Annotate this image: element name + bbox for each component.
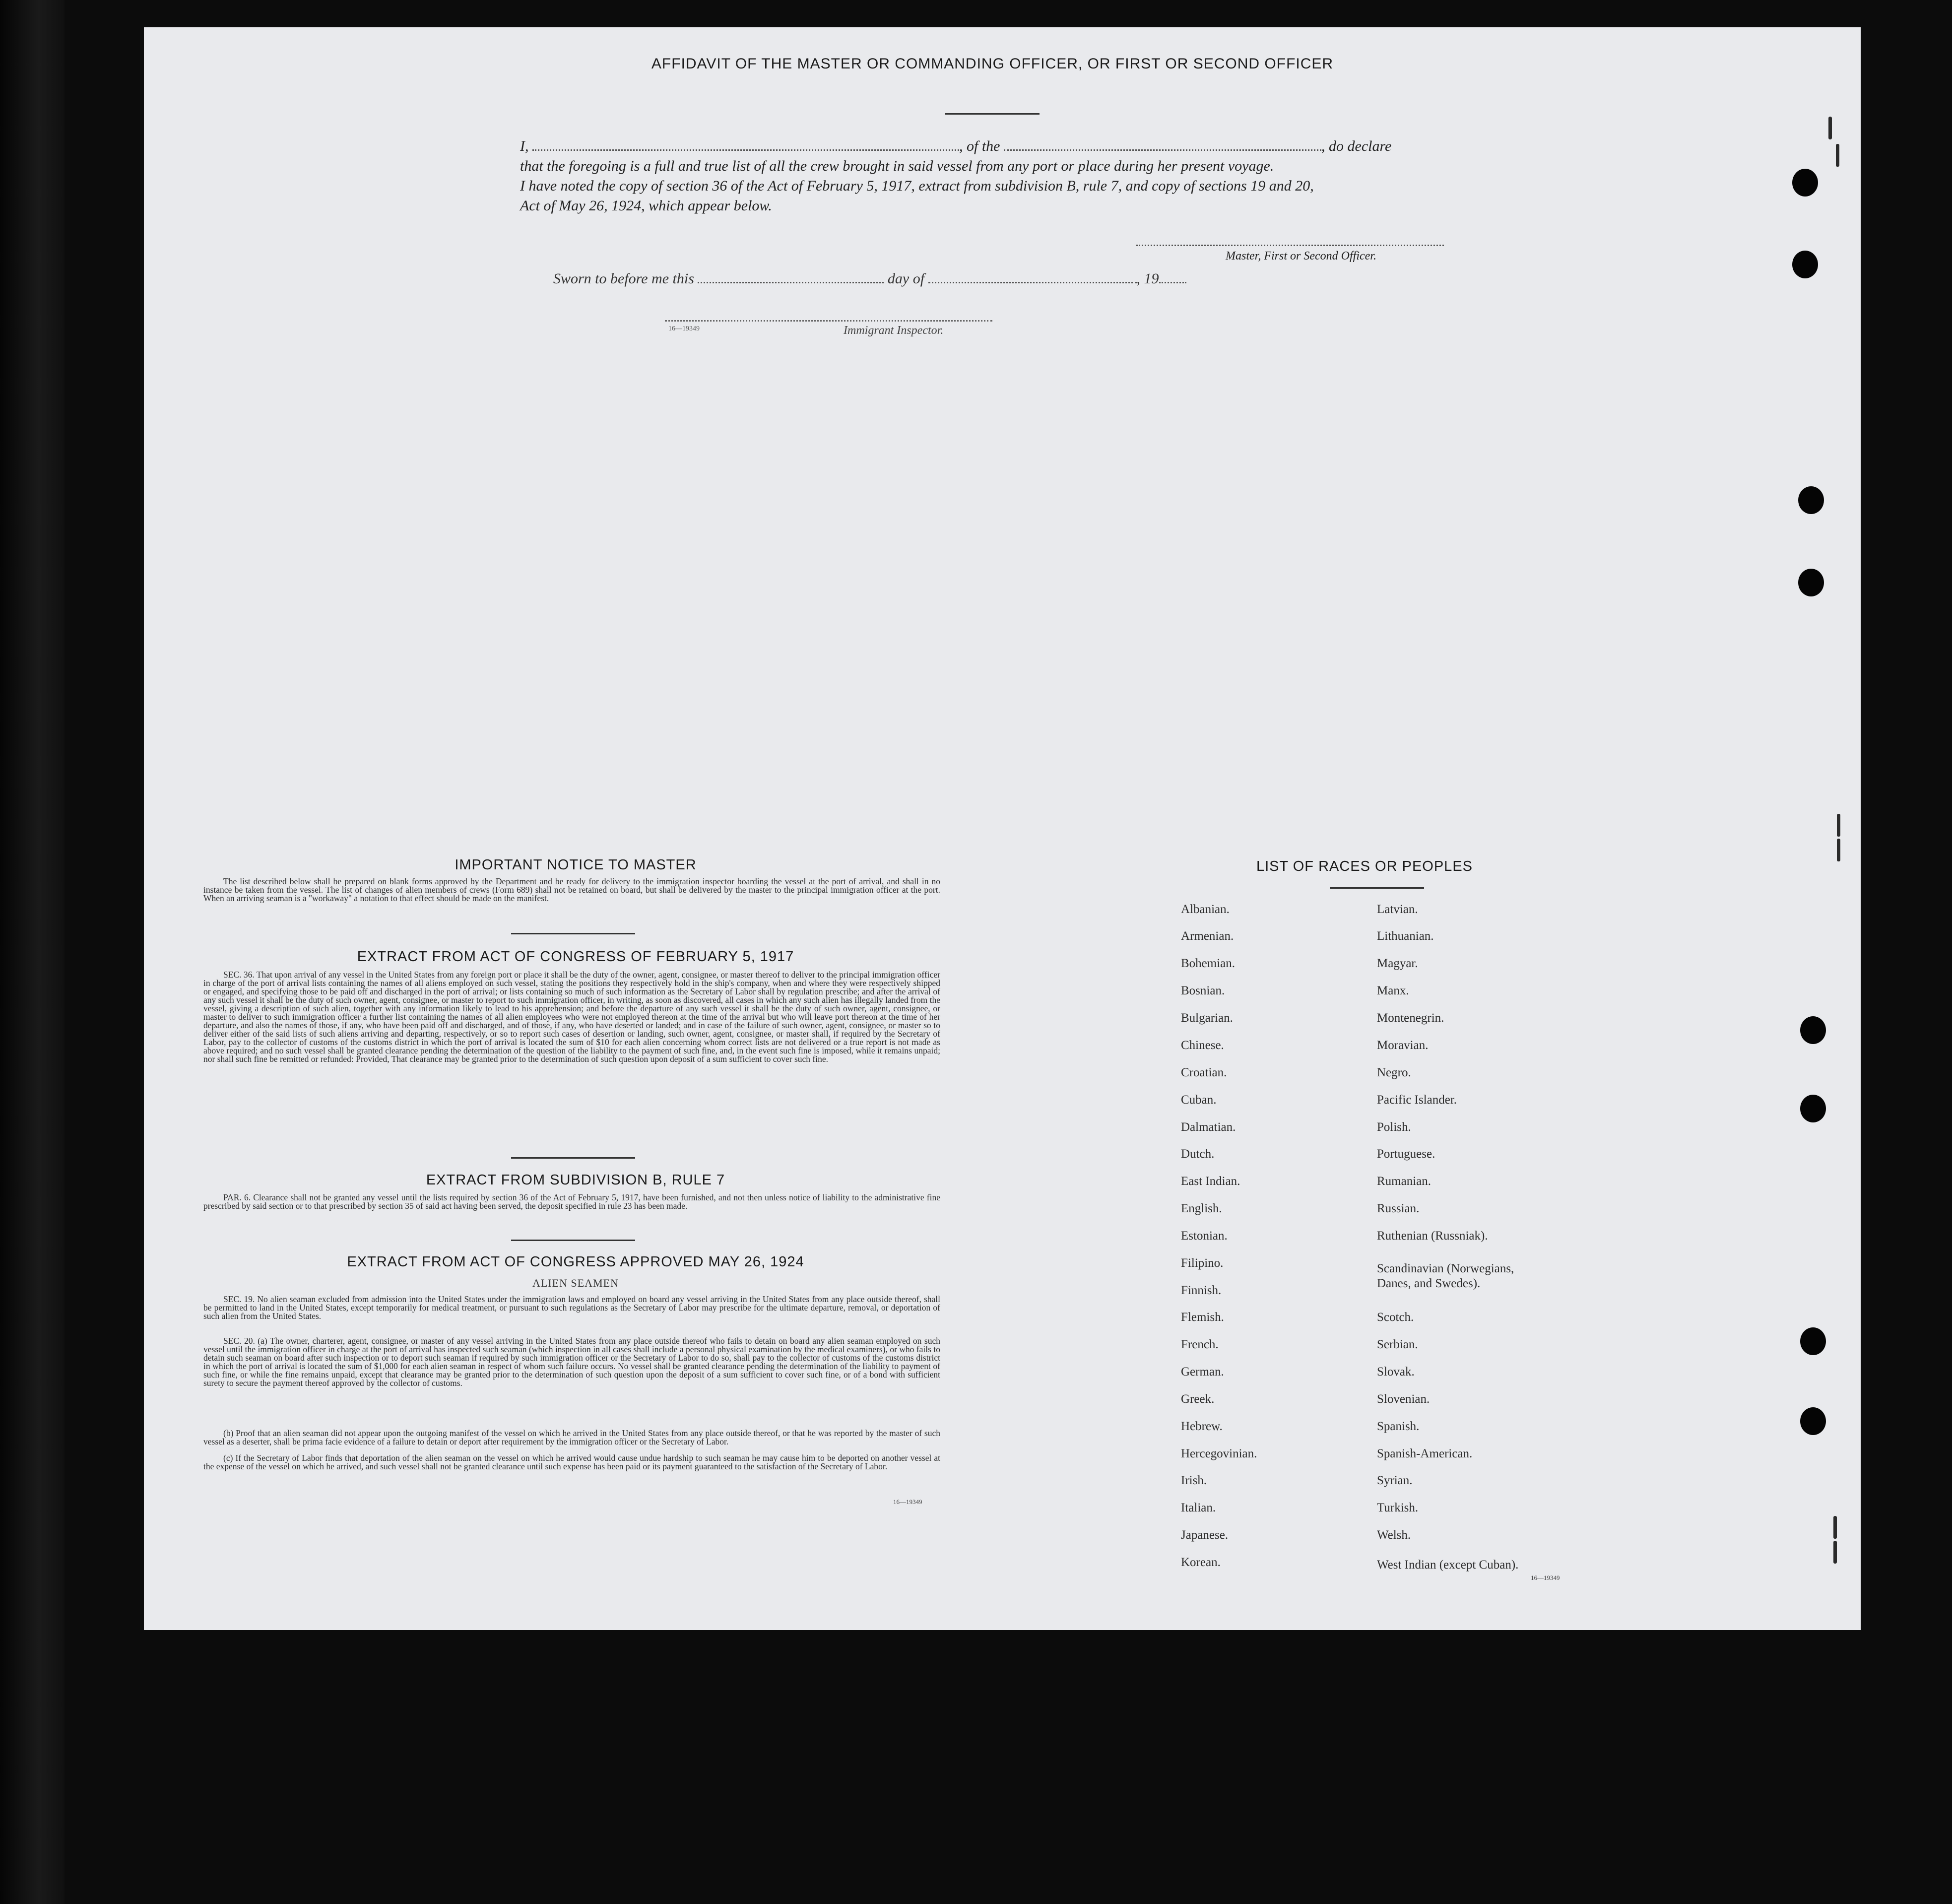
extract-rule7-body: PAR. 6. Clearance shall not be granted any vessel until the lists required by section 36 of the Act of February 5, 1917, have been furnished, and not then unless notice of liability to the administrative fine prescribed by said section or to that prescribed by section 35 of said act having been served, the deposit specified in rule 23 has been made. xyxy=(203,1192,940,1211)
title-rule xyxy=(945,113,1040,115)
race-item: Scotch. xyxy=(1377,1311,1414,1324)
master-signature-caption: Master, First or Second Officer. xyxy=(1226,250,1376,263)
affidavit-body xyxy=(520,136,1463,216)
race-item: Albanian. xyxy=(1181,903,1230,916)
edge-mark xyxy=(1828,117,1832,139)
race-item: Estonian. xyxy=(1181,1229,1228,1243)
race-item: Finnish. xyxy=(1181,1284,1222,1297)
section-rule xyxy=(511,933,635,934)
form-page xyxy=(144,27,1861,1630)
affidavit-line-2: that the foregoing is a full and true list of all the crew brought in said vessel from any port or place during her present voyage. xyxy=(520,158,1274,174)
race-item: Filipino. xyxy=(1181,1256,1224,1270)
punch-hole xyxy=(1800,1016,1826,1044)
section-rule xyxy=(511,1240,635,1241)
race-item: Cuban. xyxy=(1181,1093,1217,1107)
edge-mark xyxy=(1833,1541,1837,1564)
sworn-line xyxy=(553,270,1186,287)
edge-mark xyxy=(1833,1516,1837,1539)
race-item: English. xyxy=(1181,1202,1222,1215)
affidavit-line-1 xyxy=(520,136,1463,156)
race-item: Rumanian. xyxy=(1377,1175,1431,1188)
race-item: Portuguese. xyxy=(1377,1147,1435,1161)
extract-form-code: 16—19349 xyxy=(893,1498,922,1506)
race-item: East Indian. xyxy=(1181,1175,1240,1188)
extract-1917-title: EXTRACT FROM ACT OF CONGRESS OF FEBRUARY 5, 1917 xyxy=(357,949,794,965)
race-item: Welsh. xyxy=(1377,1528,1411,1542)
races-title: LIST OF RACES OR PEOPLES xyxy=(1256,858,1473,874)
race-item: Pacific Islander. xyxy=(1377,1093,1457,1107)
race-item: Italian. xyxy=(1181,1501,1216,1514)
race-item: Bosnian. xyxy=(1181,984,1225,997)
affidavit-line-3: I have noted the copy of section 36 of the Act of February 5, 1917, extract from subdivision B, rule 7, and copy of sections 19 and 20, xyxy=(520,178,1314,194)
race-item: Greek. xyxy=(1181,1392,1215,1406)
scan-edge xyxy=(0,0,65,1904)
race-item: Lithuanian. xyxy=(1377,929,1434,943)
extract-1924-subtitle: ALIEN SEAMEN xyxy=(532,1277,619,1289)
punch-hole xyxy=(1800,1095,1826,1122)
edge-mark xyxy=(1836,144,1839,167)
inspector-form-code: 16—19349 xyxy=(668,325,700,332)
vessel-prefix: , of the xyxy=(959,138,1000,154)
inspector-caption: Immigrant Inspector. xyxy=(844,324,944,337)
race-item: Latvian. xyxy=(1377,903,1418,916)
race-item: Bohemian. xyxy=(1181,957,1236,970)
race-item: Spanish-American. xyxy=(1377,1447,1473,1460)
punch-hole xyxy=(1798,486,1824,514)
race-item: Turkish. xyxy=(1377,1501,1419,1514)
race-item: Manx. xyxy=(1377,984,1409,997)
race-item: Hercegovinian. xyxy=(1181,1447,1257,1460)
race-item: West Indian (except Cuban). xyxy=(1377,1558,1519,1572)
race-item: Irish. xyxy=(1181,1474,1207,1487)
race-item: Moravian. xyxy=(1377,1039,1429,1052)
punch-hole xyxy=(1800,1407,1826,1435)
master-signature-field[interactable] xyxy=(1136,245,1444,246)
race-item: German. xyxy=(1181,1365,1224,1379)
section-rule xyxy=(511,1157,635,1159)
notice-title: IMPORTANT NOTICE TO MASTER xyxy=(455,857,697,873)
declare-text: , do declare xyxy=(1321,138,1392,154)
race-item: Armenian. xyxy=(1181,929,1234,943)
punch-hole xyxy=(1798,569,1824,596)
extract-rule7-title: EXTRACT FROM SUBDIVISION B, RULE 7 xyxy=(426,1172,725,1188)
race-item: Negro. xyxy=(1377,1066,1411,1079)
punch-hole xyxy=(1800,1327,1826,1355)
edge-mark xyxy=(1837,839,1840,861)
sworn-day-of: day of xyxy=(887,270,925,287)
extract-1924-sec19: SEC. 19. No alien seaman excluded from admission into the United States under the immigration laws and employed on board any vessel arriving in the United States from any place outside thereof, shall be permitted to land in the United States, except temporarily for medical treatment, or pursuant to such regulations as the Secretary of Labor may prescribe for the ultimate departure, removal, or deportation of such alien from the United States. xyxy=(203,1294,940,1321)
race-item: Dutch. xyxy=(1181,1147,1215,1161)
race-item: Slovenian. xyxy=(1377,1392,1430,1406)
vessel-name-field[interactable] xyxy=(1004,149,1321,151)
inspector-signature-field[interactable] xyxy=(665,320,992,322)
race-item: Montenegrin. xyxy=(1377,1011,1444,1025)
sworn-month-field[interactable] xyxy=(928,282,1137,283)
extract-1917-body: SEC. 36. That upon arrival of any vessel in the United States from any foreign port or place it shall be the duty of the owner, agent, consignee, or master thereof to deliver to the principal immigration officer in charge of the port of arrival lists containing the names of all aliens employed on such vessel, stating the positions they respectively hold in the ship's company, when and where they were respectively shipped or engaged, and specifying those to be paid off and discharged in the port of arrival; or lists containing so much of such information as the Secretary of Labor shall by regulation prescribe; and after the arrival of any such vessel it shall be the duty of such owner, agent, consignee, or master to report to such immigration officer, in writing, as soon as discovered, all cases in which any such alien has illegally landed from the vessel, giving a description of such alien, together with any information likely to lead to his apprehension; and before the departure of any such vessel it shall be the duty of such owner, agent, consignee, or master to deliver to such immigration officer a further list containing the names of all alien employees who were not employed thereon at the time of the arrival but who will leave port thereon at the time of her departure, and also the names of those, if any, who have been paid off and discharged, and of those, if any, who have deserted or landed; and in case of the failure of such owner, agent, consignee, or master so to deliver either of the said lists of such aliens arriving and departing, respectively, or so to report such cases of desertion or landing, such owner, agent, consignee, or master shall, if required by the Secretary of Labor, pay to the collector of customs of the customs district in which the port of arrival is located the sum of $10 for each alien concerning whom correct lists are not delivered or a true report is not made as above required; and no such vessel shall be granted clearance pending the determination of the question of the liability to the payment of such fine, and, in the event such fine is imposed, while it remains unpaid; nor shall such fine be remitted or refunded: Provided, That clearance may be granted prior to the determination of such question upon deposit of a sum sufficient to cover such fine. xyxy=(203,970,940,1064)
race-item: Syrian. xyxy=(1377,1474,1413,1487)
affidavit-line-4: Act of May 26, 1924, which appear below. xyxy=(520,197,772,214)
notice-body: The list described below shall be prepared on blank forms approved by the Department and be ready for delivery to the immigration inspector boarding the vessel at the port of arrival, and shall in no instance be taken from the vessel. The list of changes of alien members of crews (Form 689) shall not be retained on board, but shall be delivered by the master to the principal immigration officer at the port. When an arriving seaman is a "workaway" a notation to that effect should be made on the manifest. xyxy=(203,876,940,903)
affidavit-title: AFFIDAVIT OF THE MASTER OR COMMANDING OFFICER, OR FIRST OR SECOND OFFICER xyxy=(651,56,1334,72)
sworn-day-field[interactable] xyxy=(698,282,884,283)
extract-1924-sec20a: SEC. 20. (a) The owner, charterer, agent, consignee, or master of any vessel arriving in the United States from any place outside thereof who fails to detain on board any alien seaman employed on such vessel until the immigration officer in charge at the port of arrival has inspected such seaman (which inspection in all cases shall include a personal physical examination by the medical examiners), or who fails to detain such seaman on board after such inspection or to deport such seaman if required by such immigration officer or the Secretary of Labor to do so, shall pay to the collector of customs of the customs district in which the port of arrival is located the sum of $1,000 for each alien seaman in respect of whom such failure occurs. No vessel shall be granted clearance pending the determination of the liability to payment of such fine, or while the fine remains unpaid, except that clearance may be granted prior to the determination of such question upon the deposit of a sum sufficient to cover such fine, or of a bond with sufficient surety to secure the payment thereof approved by the collector of customs. xyxy=(203,1336,940,1388)
edge-mark xyxy=(1837,814,1840,837)
sworn-year-prefix: , 19 xyxy=(1136,270,1159,287)
race-item: Russian. xyxy=(1377,1202,1420,1215)
races-title-rule xyxy=(1330,887,1424,889)
declarant-prefix: I, xyxy=(520,138,529,154)
extract-1924-title: EXTRACT FROM ACT OF CONGRESS APPROVED MAY 26, 1924 xyxy=(347,1254,804,1270)
race-item: French. xyxy=(1181,1338,1219,1351)
race-item: Chinese. xyxy=(1181,1039,1224,1052)
race-item: Korean. xyxy=(1181,1556,1221,1569)
race-item: Magyar. xyxy=(1377,957,1418,970)
declarant-name-field[interactable] xyxy=(532,149,959,151)
race-item: Hebrew. xyxy=(1181,1420,1223,1433)
extract-1924-sec20c: (c) If the Secretary of Labor finds that deportation of the alien seaman on the vessel on which he arrived would cause undue hardship to such seaman he may cause him to be deported on another vessel at the expense of the vessel on which he arrived, and such vessel shall not be granted clearance until such expense has been paid or its payment guaranteed to the satisfaction of the Secretary of Labor. xyxy=(203,1453,940,1471)
sworn-prefix: Sworn to before me this xyxy=(553,270,694,287)
race-item: Serbian. xyxy=(1377,1338,1418,1351)
race-item: Spanish. xyxy=(1377,1420,1420,1433)
punch-hole xyxy=(1792,169,1818,197)
race-item: Flemish. xyxy=(1181,1311,1224,1324)
race-item: Bulgarian. xyxy=(1181,1011,1233,1025)
race-item: Polish. xyxy=(1377,1120,1411,1134)
race-item: Dalmatian. xyxy=(1181,1120,1236,1134)
race-item: Slovak. xyxy=(1377,1365,1415,1379)
race-item: Scandinavian (Norwegians, Danes, and Swedes). xyxy=(1377,1262,1514,1290)
punch-hole xyxy=(1792,251,1818,278)
race-item: Croatian. xyxy=(1181,1066,1227,1079)
races-form-code: 16—19349 xyxy=(1531,1574,1560,1581)
race-item: Japanese. xyxy=(1181,1528,1229,1542)
sworn-year-field[interactable] xyxy=(1159,282,1186,283)
race-item: Ruthenian (Russniak). xyxy=(1377,1229,1488,1243)
extract-1924-sec20b: (b) Proof that an alien seaman did not appear upon the outgoing manifest of the vessel on which he arrived in the United States from any place outside thereof, or that he was reported by the master of such vessel as a deserter, shall be prima facie evidence of a failure to detain or deport after requirement by the immigration officer or the Secretary of Labor. xyxy=(203,1428,940,1446)
